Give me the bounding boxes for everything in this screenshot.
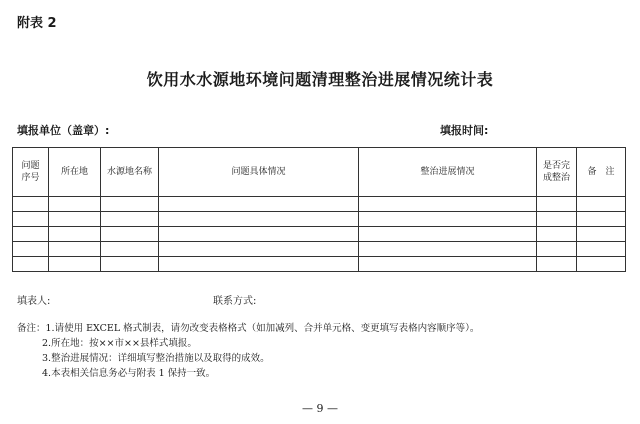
table-cell[interactable] — [101, 242, 159, 257]
table-cell[interactable] — [359, 242, 537, 257]
header-cell-source-name — [101, 148, 159, 197]
header-line: 水源地名称 — [106, 167, 152, 177]
table-row — [13, 197, 626, 212]
note-item: 1.请使用 EXCEL 格式制表，请勿改变表格格式（如加减列、合并单元格、变更填写表格内容顺序等）。 — [45, 323, 480, 334]
page-number: — 9 — — [302, 402, 338, 415]
table-cell[interactable] — [159, 212, 359, 227]
header-line: 问题具体情况 — [231, 167, 286, 177]
table-cell[interactable] — [49, 197, 101, 212]
table-cell[interactable] — [537, 212, 577, 227]
table-row — [13, 257, 626, 272]
table-cell[interactable] — [359, 197, 537, 212]
table-cell[interactable] — [577, 242, 626, 257]
note-line — [17, 366, 479, 381]
header-line: 所在地 — [60, 167, 88, 177]
header-line: 备 注 — [587, 167, 615, 177]
table-row — [13, 212, 626, 227]
table-header-row — [13, 148, 626, 197]
header-line: 成整治 — [542, 173, 570, 183]
table-cell[interactable] — [537, 257, 577, 272]
note-line — [17, 336, 479, 351]
table-cell[interactable] — [101, 227, 159, 242]
table-cell[interactable] — [537, 242, 577, 257]
table-cell[interactable] — [13, 212, 49, 227]
table-cell[interactable] — [159, 197, 359, 212]
table-cell[interactable] — [49, 257, 101, 272]
header-cell-location — [49, 148, 101, 197]
attachment-label: 附表 2 — [17, 16, 57, 31]
table-cell[interactable] — [577, 227, 626, 242]
statistics-table — [12, 147, 626, 272]
header-line: 问题 — [21, 161, 40, 171]
table-cell[interactable] — [159, 227, 359, 242]
table-cell[interactable] — [577, 197, 626, 212]
table-body — [13, 197, 626, 272]
table-cell[interactable] — [359, 227, 537, 242]
header-cell-problem-details — [159, 148, 359, 197]
header-cell-problem-no — [13, 148, 49, 197]
table-cell[interactable] — [537, 227, 577, 242]
note-line — [17, 351, 479, 366]
table-cell[interactable] — [577, 212, 626, 227]
table-cell[interactable] — [101, 197, 159, 212]
table-cell[interactable] — [159, 242, 359, 257]
table-cell[interactable] — [577, 257, 626, 272]
table-cell[interactable] — [537, 197, 577, 212]
note-item: 3.整治进展情况：详细填写整治措施以及取得的成效。 — [42, 353, 270, 364]
table-cell[interactable] — [13, 242, 49, 257]
table-cell[interactable] — [101, 257, 159, 272]
notes-lead: 备注： — [17, 323, 46, 334]
table-cell[interactable] — [101, 212, 159, 227]
header-cell-progress — [359, 148, 537, 197]
header-cell-completed — [537, 148, 577, 197]
page-title: 饮用水水源地环境问题清理整治进展情况统计表 — [146, 70, 494, 89]
note-line — [17, 321, 479, 336]
contact-label: 联系方式: — [213, 296, 257, 307]
note-item: 4.本表相关信息务必与附表 1 保持一致。 — [42, 368, 216, 379]
filler-label: 填表人: — [17, 296, 51, 307]
table-cell[interactable] — [359, 212, 537, 227]
header-cell-remarks — [577, 148, 626, 197]
table-cell[interactable] — [13, 197, 49, 212]
header-line: 整治进展情况 — [420, 167, 475, 177]
header-line: 是否完 — [542, 161, 570, 171]
fill-time-label: 填报时间: — [440, 124, 489, 137]
table-row — [13, 227, 626, 242]
table-cell[interactable] — [13, 227, 49, 242]
table-cell[interactable] — [159, 257, 359, 272]
table-cell[interactable] — [49, 212, 101, 227]
table-cell[interactable] — [13, 257, 49, 272]
note-item: 2.所在地：按××市××县样式填报。 — [42, 338, 197, 349]
table-cell[interactable] — [49, 227, 101, 242]
table-cell[interactable] — [359, 257, 537, 272]
header-line: 序号 — [21, 173, 40, 183]
table-cell[interactable] — [49, 242, 101, 257]
table-row — [13, 242, 626, 257]
notes-section — [17, 321, 479, 381]
fill-unit-label: 填报单位（盖章）: — [17, 124, 110, 137]
